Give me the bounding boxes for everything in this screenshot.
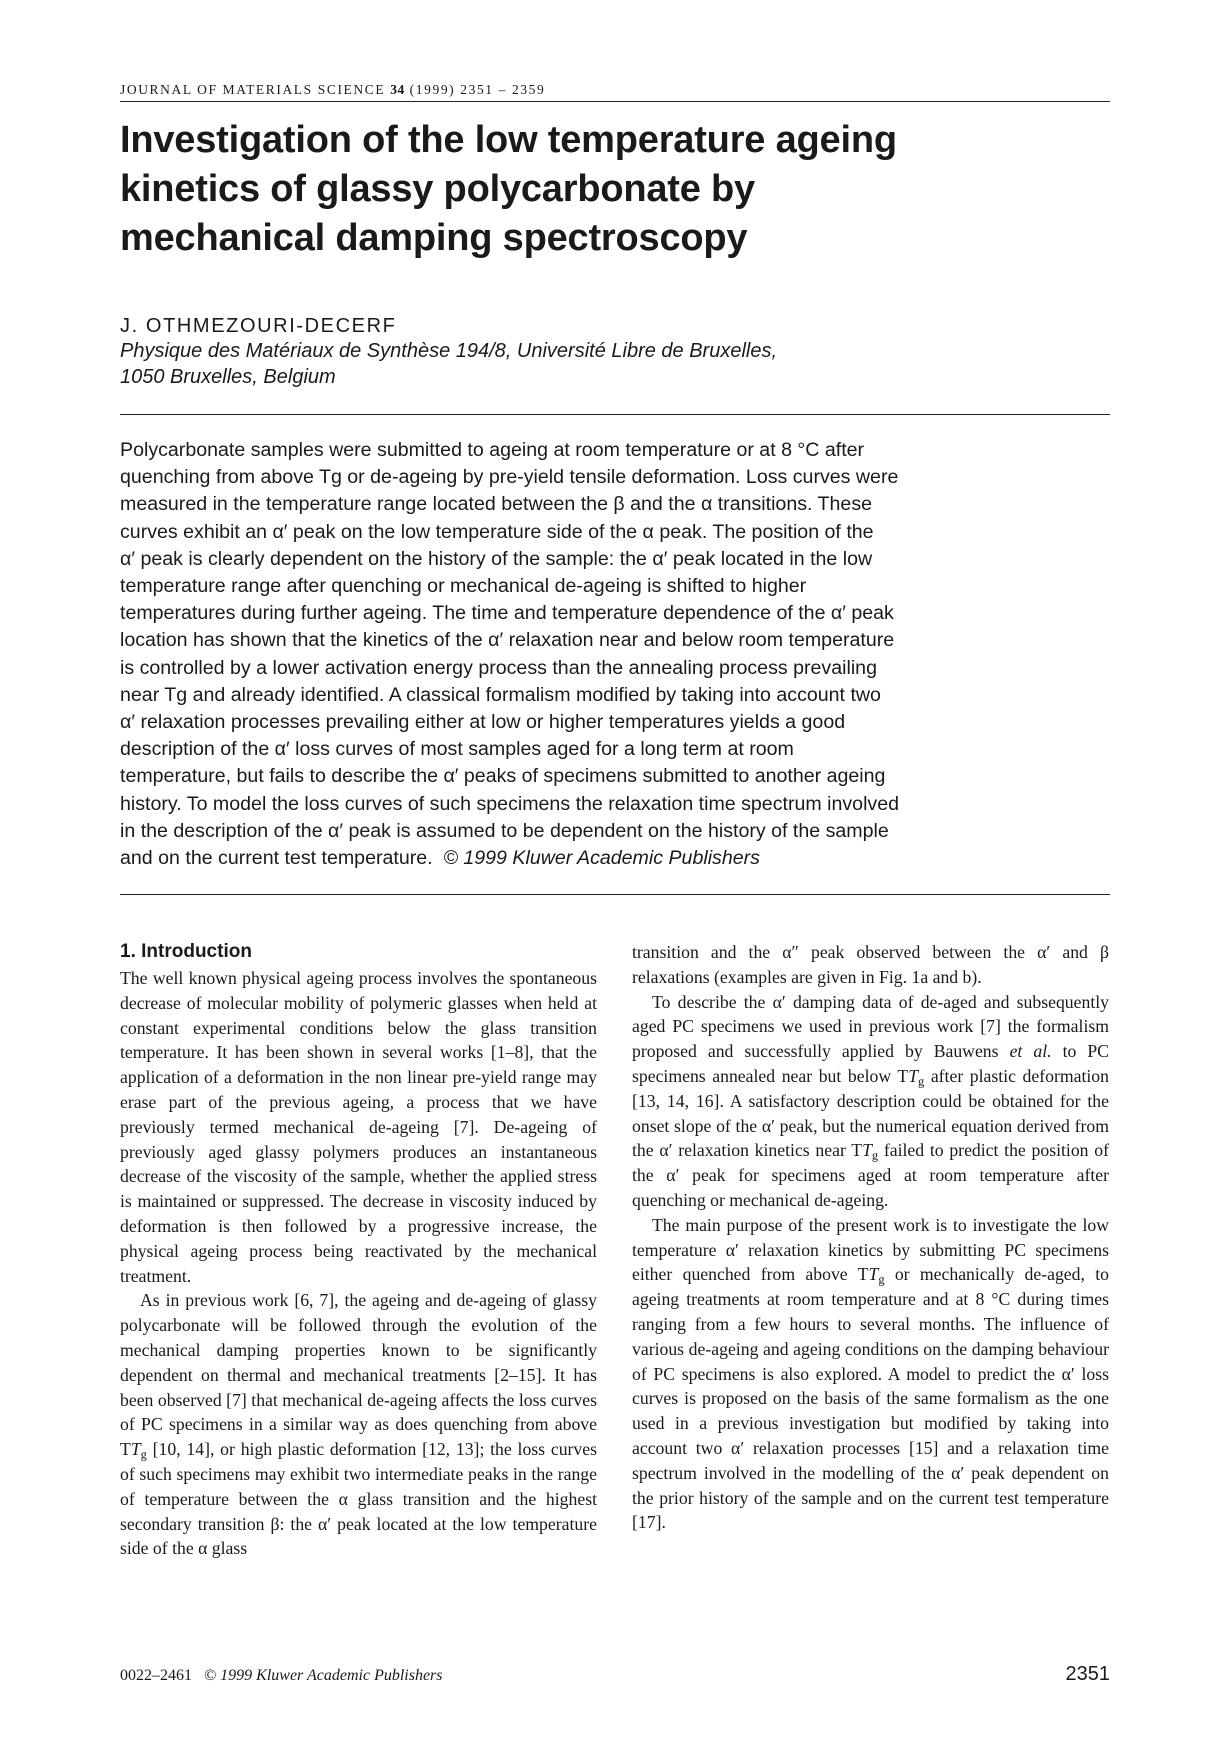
section-heading: 1. Introduction xyxy=(120,941,252,962)
page-number: 2351 xyxy=(1065,1663,1110,1685)
journal-name: JOURNAL OF MATERIALS SCIENCE xyxy=(120,82,386,97)
journal-header xyxy=(120,82,1110,102)
abstract-line: α′ relaxation processes prevailing either at low or higher temperatures yields a good xyxy=(120,711,846,734)
title-line: mechanical damping spectroscopy xyxy=(120,217,748,259)
journal-volume: 34 xyxy=(390,82,405,97)
abstract-line: quenching from above Tg or de-ageing by pre-yield tensile deformation. Loss curves were xyxy=(120,466,899,489)
journal-year-pages: (1999) 2351 – 2359 xyxy=(409,82,546,97)
abstract xyxy=(120,437,1110,872)
title-line: kinetics of glassy polycarbonate by xyxy=(120,168,755,210)
footer-copyright: © 1999 Kluwer Academic Publishers xyxy=(204,1667,443,1684)
abstract-line: temperature, but fails to describe the α′ peaks of specimens submitted to another ageing xyxy=(120,765,886,788)
abstract-copyright: © 1999 Kluwer Academic Publishers xyxy=(443,847,760,870)
footer-issn-copyright xyxy=(120,1667,443,1685)
abstract-line: measured in the temperature range located between the β and the α transitions. These xyxy=(120,493,873,516)
abstract-line: history. To model the loss curves of such specimens the relaxation time spectrum involved xyxy=(120,792,900,815)
abstract-line: temperatures during further ageing. The time and temperature dependence of the α′ peak xyxy=(120,602,894,625)
paper-title xyxy=(120,116,1110,263)
footer-issn: 0022–2461 xyxy=(120,1667,192,1684)
paragraph: As in previous work [6, 7], the ageing and de-ageing of glassy polycarbonate will be followed through the evolution of the mechanical damping properties known to be significantly dependent on thermal and mechanical treatments [2–15]. It has been observed [7] that mechanical de-ageing affects the loss curves of PC specimens in a similar way as does quenching from above $TT_g$ [10, 14], or high plastic deformation [12, 13]; the loss curves of such specimens may exhibit two intermediate peaks in the range of temperature between the α glass transition and the highest secondary transition β: the α′ peak located at the low temperature side of the α glass xyxy=(120,1290,597,1559)
left-column xyxy=(120,940,597,1561)
abstract-line: in the description of the α′ peak is assumed to be dependent on the history of the sample xyxy=(120,819,889,842)
paragraph: The well known physical ageing process involves the spontaneous decrease of molecular mobility of polymeric glasses when held at constant experimental conditions below the glass transition temperature. It has been shown in several works [1–8], that the application of a deformation in the non linear pre-yield range may erase part of the previous ageing, a process that we have previously termed mechanical de-ageing [7]. De-ageing of previously aged glassy polymers produces an instantaneous decrease of the viscosity of the sample, whether the applied stress is maintained or suppressed. The decrease in viscosity induced by deformation is then followed by a progressive increase, the physical ageing process being reactivated by the mechanical treatment. xyxy=(120,968,597,1286)
paragraph: The main purpose of the present work is to investigate the low temperature α′ relaxation kinetics by submitting PC specimens either quenched from above $TT_g$ or mechanically de-aged, to ageing treatments at room temperature and at 8 °C during times ranging from a few hours to several months. The influence of various de-ageing and ageing conditions on the damping behaviour of PC specimens is also explored. A model to predict the α′ loss curves is proposed on the basis of the same formalism as the one used in a previous investigation but modified by taking into account two α′ relaxation processes [15] and a relaxation time spectrum involved in the modelling of the α′ peak dependent on the prior history of the sample and on the current test temperature [17]. xyxy=(632,1214,1109,1533)
abstract-last-line: and on the current test temperature. xyxy=(120,847,433,870)
right-column xyxy=(632,940,1109,1535)
abstract-line: temperature range after quenching or mechanical de-ageing is shifted to higher xyxy=(120,575,807,598)
abstract-bottom-divider xyxy=(120,894,1110,895)
paragraph: transition and the α″ peak observed between the α′ and β relaxations (examples are given in Fig. 1a and b). xyxy=(632,942,1109,987)
abstract-line xyxy=(120,845,1110,872)
abstract-line: is controlled by a lower activation energy process than the annealing process prevailing xyxy=(120,656,877,679)
paragraph: To describe the α′ damping data of de-aged and subsequently aged PC specimens we used in previous work [7] the formalism proposed and successfully applied by Bauwens et al. to PC specimens annealed near but below $TT_g$ after plastic deformation [13, 14, 16]. A satisfactory description could be obtained for the onset slope of the α′ peak, but the numerical equation derived from the α′ relaxation kinetics near $TT_g$ failed to predict the position of the α′ peak for specimens aged at room temperature after quenching or mechanical de-ageing. xyxy=(632,991,1109,1210)
abstract-line: curves exhibit an α′ peak on the low temperature side of the α peak. The position of the xyxy=(120,520,874,543)
abstract-line: near Tg and already identified. A classical formalism modified by taking into account two xyxy=(120,683,881,706)
abstract-line: Polycarbonate samples were submitted to ageing at room temperature or at 8 °C after xyxy=(120,439,865,461)
abstract-line: description of the α′ loss curves of most samples aged for a long term at room xyxy=(120,738,794,761)
abstract-top-divider xyxy=(120,414,1110,415)
abstract-line: α′ peak is clearly dependent on the history of the sample: the α′ peak located in the low xyxy=(120,547,873,570)
author-affiliation xyxy=(120,338,1110,390)
affiliation-line: 1050 Bruxelles, Belgium xyxy=(120,366,336,388)
abstract-line: location has shown that the kinetics of the α′ relaxation near and below room temperature xyxy=(120,629,895,652)
affiliation-line: Physique des Matériaux de Synthèse 194/8, Université Libre de Bruxelles, xyxy=(120,340,778,362)
author-name: J. OTHMEZOURI-DECERF xyxy=(120,315,397,337)
title-line: Investigation of the low temperature ageing xyxy=(120,119,897,161)
